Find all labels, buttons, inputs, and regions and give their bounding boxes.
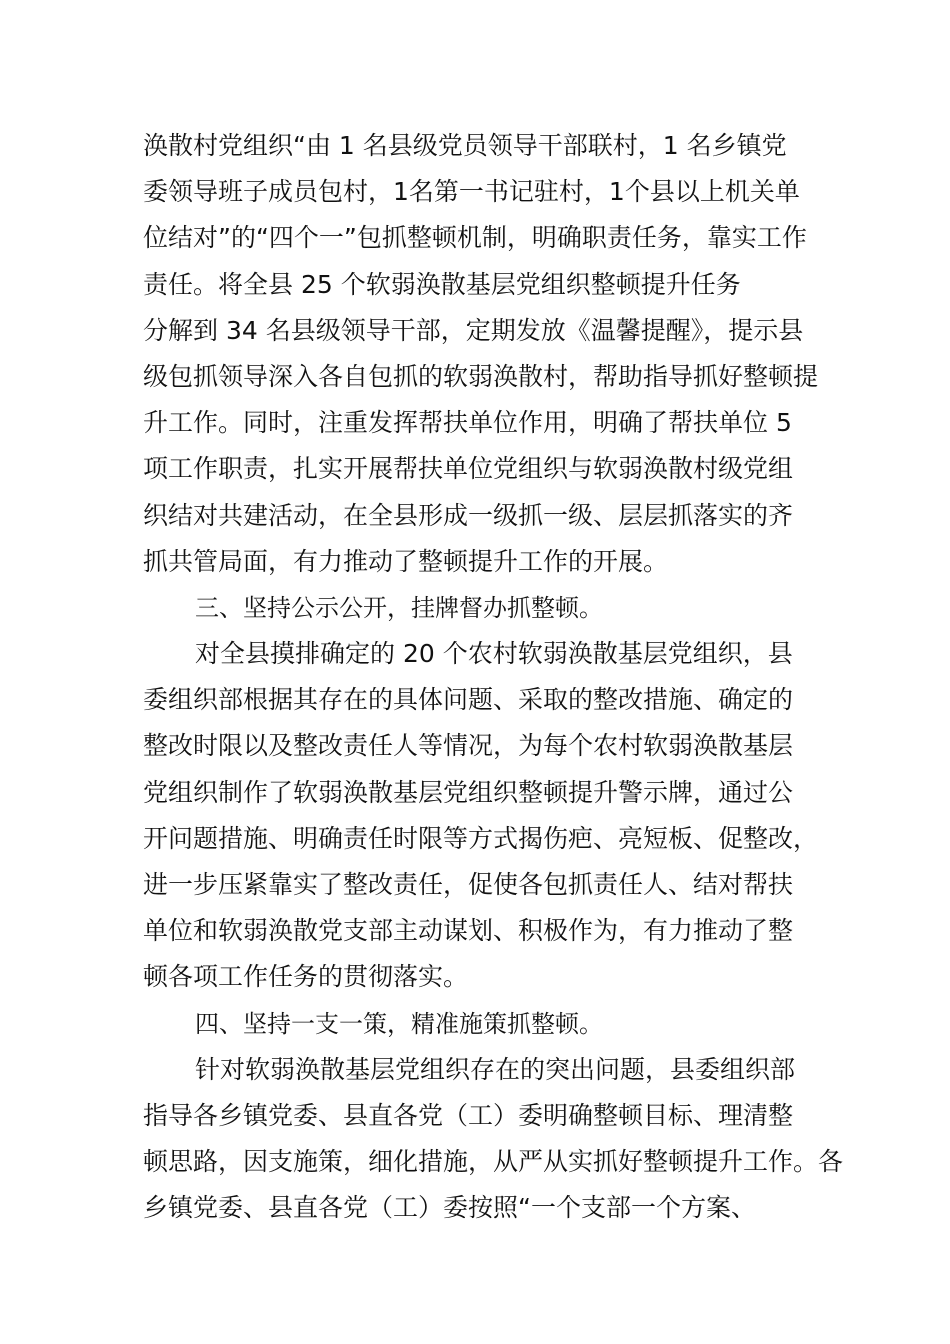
body-text (143, 123, 844, 1232)
text-line: 党组织制作了软弱涣散基层党组织整顿提升警示牌，通过公 (143, 777, 794, 807)
text-line: 级包抓领导深入各自包抓的软弱涣散村，帮助指导抓好整顿提 (143, 361, 819, 391)
text-line: 委领导班子成员包村，1名第一书记驻村，1个县以上机关单 (143, 177, 800, 207)
text-line: 针对软弱涣散基层党组织存在的突出问题，县委组织部 (195, 1054, 796, 1084)
text-line: 顿思路，因支施策，细化措施，从严从实抓好整顿提升工作。各 (143, 1147, 844, 1177)
text-line: 顿各项工作任务的贯彻落实。 (143, 962, 469, 992)
text-line: 织结对共建活动，在全县形成一级抓一级、层层抓落实的齐 (143, 500, 794, 530)
section-heading: 三、坚持公示公开，挂牌督办抓整顿。 (195, 593, 603, 622)
text-line: 对全县摸排确定的 20 个农村软弱涣散基层党组织，县 (195, 639, 793, 669)
text-line: 抓共管局面，有力推动了整顿提升工作的开展。 (143, 546, 669, 576)
text-line: 升工作。同时，注重发挥帮扶单位作用，明确了帮扶单位 5 (143, 408, 792, 438)
text-line: 位结对”的“四个一”包抓整顿机制，明确职责任务，靠实工作 (143, 223, 807, 253)
text-line: 单位和软弱涣散党支部主动谋划、积极作为，有力推动了整 (143, 916, 794, 946)
text-line: 指导各乡镇党委、县直各党（工）委明确整顿目标、理清整 (143, 1100, 794, 1130)
text-line: 开问题措施、明确责任时限等方式揭伤疤、亮短板、促整改， (143, 823, 819, 853)
text-line: 分解到 34 名县级领导干部，定期发放《温馨提醒》，提示县 (143, 315, 804, 345)
text-line: 责任。将全县 25 个软弱涣散基层党组织整顿提升任务 (143, 269, 741, 299)
section-heading: 四、坚持一支一策，精准施策抓整顿。 (195, 1009, 603, 1038)
text-line: 涣散村党组织“由 1 名县级党员领导干部联村，1 名乡镇党 (143, 131, 787, 160)
text-line: 乡镇党委、县直各党（工）委按照“一个支部一个方案、 (143, 1193, 756, 1223)
text-line: 进一步压紧靠实了整改责任，促使各包抓责任人、结对帮扶 (143, 870, 794, 899)
text-line: 整改时限以及整改责任人等情况，为每个农村软弱涣散基层 (143, 731, 794, 761)
text-line: 项工作职责，扎实开展帮扶单位党组织与软弱涣散村级党组 (143, 454, 794, 484)
text-line: 委组织部根据其存在的具体问题、采取的整改措施、确定的 (143, 685, 794, 715)
